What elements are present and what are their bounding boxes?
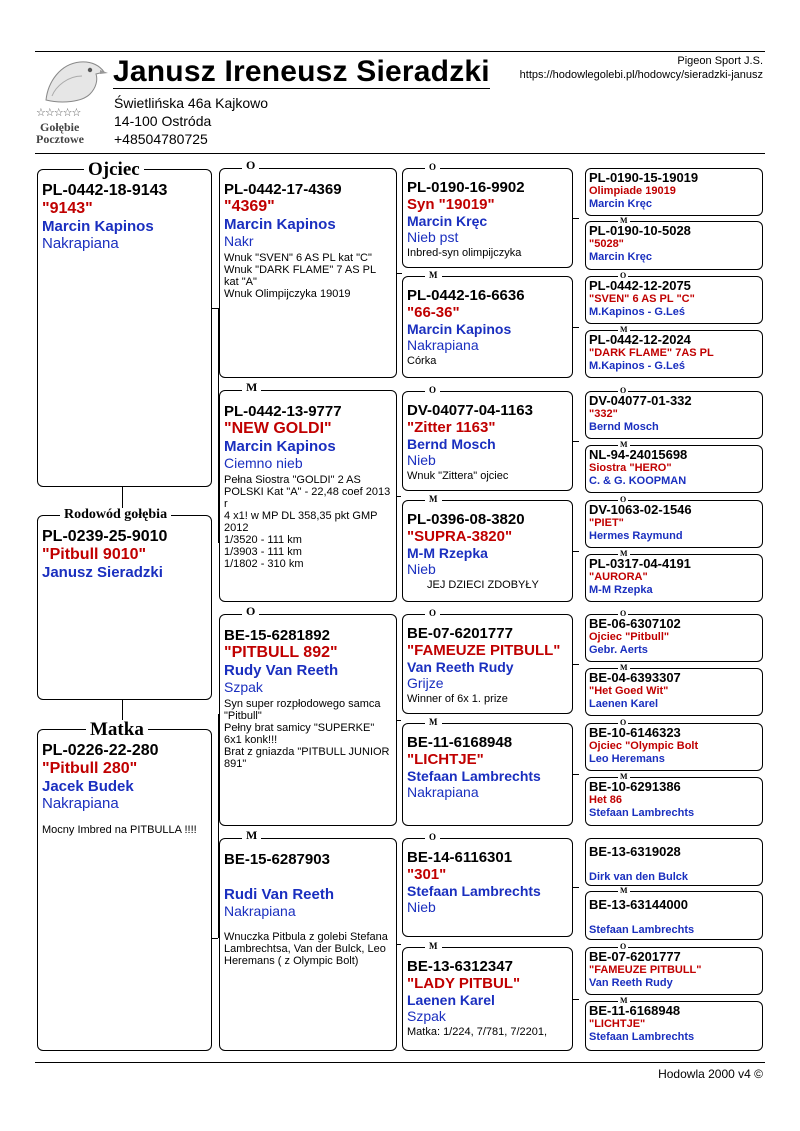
gen4-name-4: "DARK FLAME" 7AS PL (589, 347, 714, 359)
dam-dam-card[interactable] (219, 828, 397, 1051)
gen4-ring-10: BE-04-6393307 (589, 670, 681, 685)
owner-address-line2: 14-100 Ostróda (114, 113, 212, 129)
dam-dam-name (224, 868, 393, 886)
dam-sire-card[interactable] (219, 604, 397, 826)
dam-sire-note-1: Syn super rozpłodowego samca "Pitbull" (224, 698, 381, 722)
connector-gen3-7 (573, 887, 579, 888)
gen3-color-6: Nakrapiana (407, 784, 479, 800)
gen4-ring-4: PL-0442-12-2024 (589, 332, 691, 347)
gen4-ring-9: BE-06-6307102 (589, 616, 681, 631)
gen3-name-3: "Zitter 1163" (407, 419, 496, 436)
sire-sire-color: Nakr (224, 233, 254, 249)
dam-caption: Matka (86, 720, 148, 739)
gen4-card-6[interactable] (585, 440, 763, 493)
gen3-note-5: Winner of 6x 1. prize (407, 693, 508, 705)
gen3-name-8: "LADY PITBUL" (407, 975, 521, 992)
dam-sire-ring: BE-15-6281892 (224, 627, 330, 644)
gen4-breeder-13: Dirk van den Bulck (589, 871, 689, 883)
sire-sire-caption: O (242, 159, 259, 171)
sire-dam-caption: M (242, 381, 261, 393)
gen4-name-9: Ojciec "Pitbull" (589, 631, 670, 643)
logo-stars: ☆☆☆☆☆ (36, 107, 81, 119)
connector-gen2-3 (397, 720, 401, 721)
gen4-name-7: "PIET" (589, 517, 624, 529)
gen4-card-4[interactable] (585, 325, 763, 378)
dam-sire-caption: O (242, 605, 259, 617)
connector-gen2-4 (397, 944, 401, 945)
sire-dam-note-3: 2012 (224, 522, 249, 534)
gen3-name-1: Syn "19019" (407, 196, 495, 213)
subject-card[interactable] (37, 507, 212, 700)
gen4-caption-12: M (620, 772, 628, 781)
gen4-name-2: "5028" (589, 238, 624, 250)
gen4-breeder-9: Gebr. Aerts (589, 644, 648, 656)
logo-text-line1: Gołębie (40, 120, 80, 134)
gen4-name-15: "FAMEUZE PITBULL" (589, 964, 702, 976)
gen4-card-13[interactable] (585, 838, 763, 886)
gen4-ring-2: PL-0190-10-5028 (589, 223, 691, 238)
dam-breeder: Jacek Budek (42, 778, 134, 795)
gen3-breeder-2: Marcin Kapinos (407, 321, 512, 337)
dam-sire-name: "PITBULL 892" (224, 644, 338, 661)
gen4-name-10: "Het Goed Wit" (589, 685, 669, 697)
gen3-breeder-8: Laenen Karel (407, 992, 495, 1008)
gen4-ring-5: DV-04077-01-332 (589, 393, 692, 408)
gen4-card-16[interactable] (585, 996, 763, 1051)
gen3-caption-1: O (425, 163, 440, 172)
dam-color: Nakrapiana (42, 795, 119, 812)
dam-name: "Pitbull 280" (42, 760, 138, 777)
gen3-card-4[interactable] (402, 494, 573, 602)
subject-caption: Rodowód gołębia (60, 508, 171, 522)
gen3-caption-3: O (425, 386, 440, 395)
gen3-note-2: Córka (407, 355, 437, 367)
gen4-card-5[interactable] (585, 386, 763, 439)
dam-sire-breeder: Rudy Van Reeth (224, 662, 339, 679)
subject-name: "Pitbull 9010" (42, 546, 147, 563)
gen3-note-3: Wnuk "Zittera" ojciec (407, 470, 509, 482)
gen4-card-1[interactable] (585, 168, 763, 216)
sire-sire-note-2: Wnuk "DARK FLAME" 7 AS PL kat "A" (224, 264, 376, 288)
gen4-breeder-3: M.Kapinos - G.Leś (589, 306, 685, 318)
pigeon-head-icon (38, 56, 108, 104)
footer-credit: Hodowla 2000 v4 © (658, 1067, 763, 1081)
gen4-name-14 (589, 912, 760, 924)
gen3-name-4: "SUPRA-3820" (407, 528, 513, 545)
gen3-note-8: Matka: 1/224, 7/781, 7/2201, (407, 1026, 548, 1038)
sire-sire-note-3: Wnuk Olimpijczyka 19019 (224, 288, 351, 300)
gen4-ring-16: BE-11-6168948 (589, 1003, 681, 1018)
dam-dam-ring: BE-15-6287903 (224, 851, 330, 868)
gen4-ring-15: BE-07-6201777 (589, 949, 681, 964)
dam-dam-color: Nakrapiana (224, 903, 296, 919)
gen3-breeder-4: M-M Rzepka (407, 545, 488, 561)
gen4-card-15[interactable] (585, 942, 763, 995)
sire-dam-note-5: 1/3903 - 111 km (224, 546, 302, 558)
gen4-caption-15: O (620, 942, 627, 951)
connector-gen3-8 (573, 999, 579, 1000)
gen4-card-7[interactable] (585, 495, 763, 548)
gen3-breeder-5: Van Reeth Rudy (407, 659, 514, 675)
gen4-name-13 (589, 859, 760, 871)
sire-sire-card[interactable] (219, 158, 397, 378)
sire-sire-note-1: Wnuk "SVEN" 6 AS PL kat "C" (224, 252, 372, 264)
gen4-name-1: Olimpiade 19019 (589, 185, 676, 197)
gen3-breeder-6: Stefaan Lambrechts (407, 768, 541, 784)
connector-gen3-5 (573, 664, 579, 665)
owner-phone: +48504780725 (114, 131, 208, 147)
gen3-card-6[interactable] (402, 717, 573, 826)
gen3-ring-8: BE-13-6312347 (407, 958, 513, 975)
gen3-ring-2: PL-0442-16-6636 (407, 287, 525, 304)
gen4-caption-6: M (620, 440, 628, 449)
gen4-breeder-7: Hermes Raymund (589, 530, 683, 542)
gen3-card-3[interactable] (402, 385, 573, 491)
gen4-ring-14: BE-13-63144000 (589, 897, 689, 912)
gen4-caption-14: M (620, 886, 628, 895)
gen3-caption-4: M (425, 495, 442, 504)
sire-dam-note-1: Pełna Siostra "GOLDI" 2 AS POLSKI Kat "A" - 22,48 coef 2013 r (224, 474, 391, 510)
gen3-card-8[interactable] (402, 941, 573, 1051)
dam-sire-note-2: Pełny brat samicy "SUPERKE" 6x1 konk!!! (224, 722, 375, 746)
gen3-color-2: Nakrapiana (407, 337, 479, 353)
dam-ring: PL-0226-22-280 (42, 742, 159, 759)
gen4-breeder-12: Stefaan Lambrechts (589, 807, 695, 819)
dam-dam-breeder: Rudi Van Reeth (224, 886, 335, 903)
brand-name: Pigeon Sport J.S. (677, 55, 763, 67)
dam-dam-note-1: Wnuczka Pitbula z golebi Stefana Lambrechtsa, Van der Bulck, Leo Heremans ( z Olympic Bolt) (224, 931, 388, 967)
sire-card[interactable] (37, 159, 212, 487)
sire-ring: PL-0442-18-9143 (42, 182, 168, 199)
gen4-breeder-14: Stefaan Lambrechts (589, 924, 695, 936)
connector-gen3-3 (573, 441, 579, 442)
dam-card[interactable] (37, 719, 212, 1051)
gen3-name-7: "301" (407, 866, 447, 883)
gen4-breeder-10: Laenen Karel (589, 698, 659, 710)
gen3-caption-6: M (425, 718, 442, 727)
gen4-card-8[interactable] (585, 549, 763, 602)
gen4-caption-8: M (620, 549, 628, 558)
gen4-ring-11: BE-10-6146323 (589, 725, 681, 740)
sire-dam-ring: PL-0442-13-9777 (224, 403, 342, 420)
dam-note: Mocny Imbred na PITBULLA !!!! (42, 824, 197, 836)
gen4-breeder-16: Stefaan Lambrechts (589, 1031, 695, 1043)
gen3-color-3: Nieb (407, 452, 436, 468)
gen4-name-12: Het 86 (589, 794, 623, 806)
dam-sire-color: Szpak (224, 679, 263, 695)
sire-dam-note-4: 1/3520 - 111 km (224, 534, 302, 546)
gen4-card-12[interactable] (585, 772, 763, 826)
gen4-caption-9: O (620, 609, 627, 618)
sire-sire-ring: PL-0442-17-4369 (224, 181, 342, 198)
gen4-breeder-11: Leo Heremans (589, 753, 665, 765)
gen4-caption-11: O (620, 718, 627, 727)
gen3-card-5[interactable] (402, 608, 573, 714)
gen3-ring-6: BE-11-6168948 (407, 734, 513, 751)
gen4-ring-6: NL-94-24015698 (589, 447, 688, 462)
gen3-color-4: Nieb (407, 561, 436, 577)
gen3-ring-3: DV-04077-04-1163 (407, 402, 533, 419)
gen4-card-2[interactable] (585, 216, 763, 270)
sire-dam-breeder: Marcin Kapinos (224, 438, 336, 455)
logo (36, 56, 110, 146)
gen4-caption-5: O (620, 386, 627, 395)
gen3-color-1: Nieb pst (407, 229, 459, 245)
gen4-caption-10: M (620, 663, 628, 672)
gen3-color-5: Grijze (407, 675, 444, 691)
logo-text-line2: Pocztowe (36, 132, 84, 146)
gen3-breeder-1: Marcin Kręc (407, 213, 488, 229)
sire-sire-breeder: Marcin Kapinos (224, 216, 336, 233)
sire-sire-name: "4369" (224, 198, 275, 215)
gen4-name-6: Siostra "HERO" (589, 462, 672, 474)
gen4-name-11: Ojciec "Olympic Bolt (589, 740, 699, 752)
gen4-ring-13: BE-13-6319028 (589, 844, 681, 859)
gen3-note-1: Inbred-syn olimpijczyka (407, 247, 522, 259)
gen4-ring-1: PL-0190-15-19019 (589, 170, 699, 185)
gen3-name-6: "LICHTJE" (407, 751, 484, 768)
sire-dam-note-6: 1/1802 - 310 km (224, 558, 304, 570)
connector-dam-gen2 (212, 938, 218, 939)
subject-ring: PL-0239-25-9010 (42, 528, 168, 545)
breeder-url-link[interactable]: https://hodowlegolebi.pl/hodowcy/sieradzki-janusz (519, 69, 763, 81)
gen4-name-16: "LICHTJE" (589, 1018, 646, 1030)
gen4-name-5: "332" (589, 408, 618, 420)
gen4-caption-4: M (620, 325, 628, 334)
gen3-name-2: "66-36" (407, 304, 460, 321)
header-top-rule (35, 51, 765, 52)
gen3-card-2[interactable] (402, 270, 573, 378)
gen3-ring-7: BE-14-6116301 (407, 849, 513, 866)
gen4-caption-16: M (620, 996, 628, 1005)
gen3-note-4: JEJ DZIECI ZDOBYŁY (427, 579, 539, 591)
gen4-ring-12: BE-10-6291386 (589, 779, 681, 794)
gen4-ring-3: PL-0442-12-2075 (589, 278, 691, 293)
gen3-ring-1: PL-0190-16-9902 (407, 179, 525, 196)
dam-dam-caption: M (242, 829, 261, 841)
gen4-card-14[interactable] (585, 886, 763, 940)
gen4-ring-8: PL-0317-04-4191 (589, 556, 691, 571)
sire-dam-color: Ciemno nieb (224, 455, 303, 471)
gen3-color-7: Nieb (407, 899, 436, 915)
owner-address-line1: Świetlińska 46a Kajkowo (114, 95, 269, 111)
sire-caption: Ojciec (84, 160, 144, 179)
gen4-name-8: "AURORA" (589, 571, 648, 583)
gen4-caption-2: M (620, 216, 628, 225)
header-bottom-rule (35, 153, 765, 154)
gen4-card-3[interactable] (585, 271, 763, 324)
gen4-card-10[interactable] (585, 663, 763, 716)
gen3-caption-2: M (425, 271, 442, 280)
gen3-color-8: Szpak (407, 1008, 446, 1024)
gen3-ring-5: BE-07-6201777 (407, 625, 513, 642)
gen4-card-9[interactable] (585, 609, 763, 662)
gen3-card-7[interactable] (402, 832, 573, 937)
gen3-ring-4: PL-0396-08-3820 (407, 511, 525, 528)
gen3-breeder-7: Stefaan Lambrechts (407, 883, 541, 899)
sire-color: Nakrapiana (42, 235, 119, 252)
gen4-card-11[interactable] (585, 718, 763, 771)
sire-dam-name: "NEW GOLDI" (224, 420, 332, 437)
connector-gen3-1 (573, 218, 579, 219)
sire-dam-note-2: 4 x1! w MP DL 358,35 pkt GMP (224, 510, 378, 522)
connector-gen2-2 (397, 496, 401, 497)
subject-breeder: Janusz Sieradzki (42, 564, 163, 581)
sire-dam-card[interactable] (219, 380, 397, 602)
connector-gen2-1-vert (401, 273, 402, 274)
gen4-name-3: "SVEN" 6 AS PL "C" (589, 293, 695, 305)
gen3-caption-7: O (425, 833, 440, 842)
gen3-card-1[interactable] (402, 162, 573, 268)
gen4-breeder-8: M-M Rzepka (589, 584, 653, 596)
gen4-breeder-2: Marcin Kręc (589, 251, 652, 263)
gen4-breeder-1: Marcin Kręc (589, 198, 652, 210)
connector-gen3-6 (573, 774, 579, 775)
owner-name: Janusz Ireneusz Sieradzki (113, 55, 490, 88)
gen4-breeder-4: M.Kapinos - G.Leś (589, 360, 685, 372)
dam-sire-note-3: Brat z gniazda "PITBULL JUNIOR 891" (224, 746, 390, 770)
gen4-breeder-6: C. & G. KOOPMAN (589, 475, 687, 487)
gen3-breeder-3: Bernd Mosch (407, 436, 496, 452)
gen4-caption-3: O (620, 271, 627, 280)
connector-gen3-4 (573, 551, 579, 552)
gen4-ring-7: DV-1063-02-1546 (589, 502, 692, 517)
connector-gen3-2 (573, 327, 579, 328)
footer-rule (35, 1062, 765, 1063)
gen4-caption-7: O (620, 495, 627, 504)
gen3-name-5: "FAMEUZE PITBULL" (407, 642, 561, 659)
gen4-breeder-15: Van Reeth Rudy (589, 977, 673, 989)
gen3-caption-8: M (425, 942, 442, 951)
gen3-caption-5: O (425, 609, 440, 618)
sire-breeder: Marcin Kapinos (42, 218, 154, 235)
sire-name: "9143" (42, 200, 93, 217)
gen4-breeder-5: Bernd Mosch (589, 421, 659, 433)
